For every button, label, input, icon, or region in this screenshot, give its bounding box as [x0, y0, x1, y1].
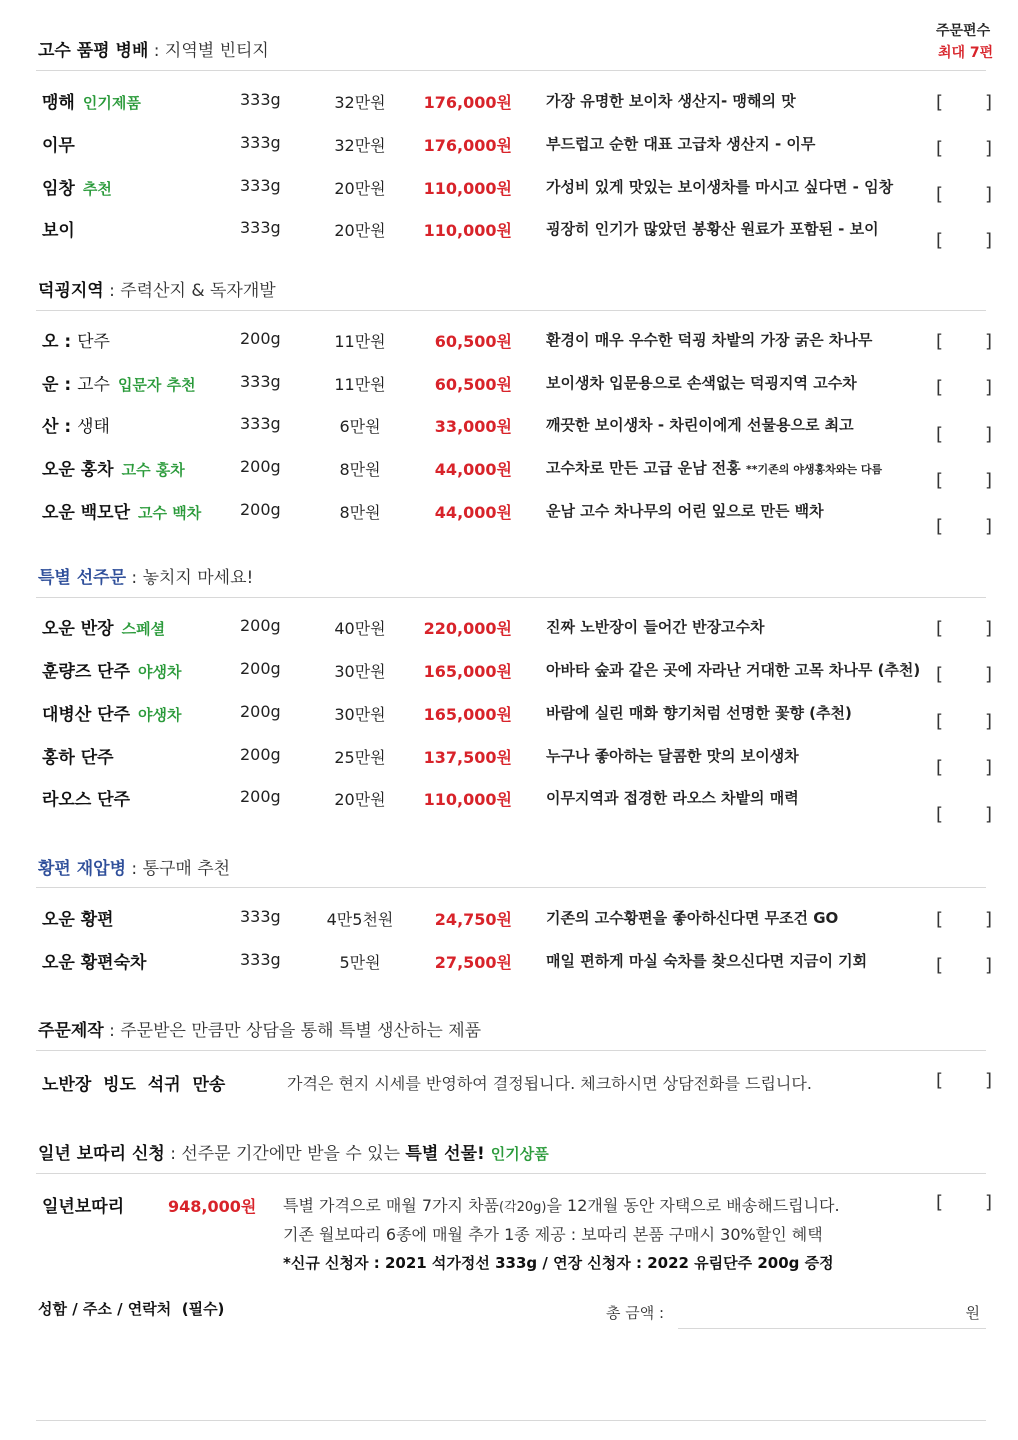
product-price: 44,000원	[434, 460, 512, 479]
product-name: 홍하 단주	[42, 748, 114, 768]
product-row	[0, 327, 1018, 357]
product-desc: 부드럽고 순한 대표 고급차 생산지 - 이무	[546, 135, 816, 153]
product-desc: 가장 유명한 보이차 생산지- 맹해의 맛	[546, 92, 796, 110]
product-price: 110,000원	[423, 790, 512, 809]
order-checkbox[interactable]: [ ]	[936, 138, 992, 159]
product-price: 60,500원	[434, 375, 512, 394]
product-price: 110,000원	[423, 221, 512, 240]
order-count-label: 주문편수	[936, 23, 991, 39]
product-name: 운 : 고수 입문자 추천	[42, 375, 196, 395]
custom-desc: 가격은 현지 시세를 반영하여 결정됩니다. 체크하시면 상담전화를 드립니다.	[287, 1074, 812, 1093]
product-name: 훈량즈 단주 야생차	[42, 662, 182, 682]
product-name: 오운 백모단 고수 백차	[42, 503, 202, 523]
product-desc: 진짜 노반장이 들어간 반장고수차	[546, 618, 765, 636]
product-original-price: 25만원	[334, 748, 386, 767]
product-weight: 200g	[240, 702, 281, 721]
product-price: 60,500원	[434, 332, 512, 351]
product-weight: 333g	[240, 176, 281, 195]
product-tag: 야생차	[138, 663, 182, 681]
product-weight: 333g	[240, 414, 281, 433]
section-title-custom: 주문제작 : 주문받은 만큼만 상담을 통해 특별 생산하는 제품	[38, 1021, 482, 1041]
product-row	[0, 131, 1018, 161]
yearly-line2: 기존 월보따리 6종에 매월 추가 1종 제공 : 보따리 본품 구매시 30%할인 혜택	[283, 1225, 823, 1244]
contact-field[interactable]	[36, 1332, 656, 1412]
product-desc: 이무지역과 접경한 라오스 차밭의 매력	[546, 789, 799, 807]
product-name: 오운 황편숙차	[42, 953, 147, 973]
product-weight: 333g	[240, 218, 281, 237]
contact-label: 성함 / 주소 / 연락처 (필수)	[38, 1300, 225, 1318]
order-checkbox[interactable]: [ ]	[936, 377, 992, 398]
product-price: 176,000원	[423, 93, 512, 112]
product-name: 보이	[42, 221, 75, 241]
product-original-price: 20만원	[334, 221, 386, 240]
product-original-price: 30만원	[334, 662, 386, 681]
section-title: 덕굉지역 : 주력산지 & 독자개발	[38, 281, 276, 301]
yearly-name: 일년보따리	[42, 1197, 125, 1217]
product-name: 오운 황편	[42, 910, 114, 930]
product-row	[0, 657, 1018, 687]
product-row	[0, 88, 1018, 118]
product-row	[0, 614, 1018, 644]
product-weight: 333g	[240, 907, 281, 926]
product-desc: 깨끗한 보이생차 - 차린이에게 선물용으로 최고	[546, 416, 854, 434]
order-checkbox[interactable]: [ ]	[936, 184, 992, 205]
product-weight: 200g	[240, 787, 281, 806]
product-price: 220,000원	[423, 619, 512, 638]
divider	[36, 887, 986, 888]
product-row	[0, 700, 1018, 730]
order-checkbox[interactable]: [ ]	[936, 909, 992, 930]
product-row	[0, 743, 1018, 773]
section-title: 고수 품평 병배 : 지역별 빈티지	[38, 41, 269, 61]
product-desc: 굉장히 인기가 많았던 봉황산 원료가 포함된 - 보이	[546, 220, 879, 238]
product-weight: 200g	[240, 659, 281, 678]
product-name: 산 : 생태	[42, 417, 110, 437]
total-amount-field[interactable]	[678, 1296, 986, 1329]
product-weight: 333g	[240, 950, 281, 969]
product-price: 44,000원	[434, 503, 512, 522]
order-checkbox[interactable]: [ ]	[936, 424, 992, 445]
product-weight: 333g	[240, 133, 281, 152]
yearly-line1: 특별 가격으로 매월 7가지 차품(각20g)을 12개월 동안 자택으로 배송해드립니다.	[283, 1196, 840, 1215]
product-desc: 운남 고수 차나무의 어린 잎으로 만든 백차	[546, 502, 824, 520]
product-row	[0, 412, 1018, 442]
product-original-price: 11만원	[334, 375, 386, 394]
product-tag: 스페셜	[121, 620, 166, 638]
order-checkbox[interactable]: [ ]	[936, 331, 992, 352]
order-checkbox[interactable]: [ ]	[936, 757, 992, 778]
product-row	[0, 498, 1018, 528]
product-price: 33,000원	[434, 417, 512, 436]
custom-items: 노반장 빙도 석귀 만송	[42, 1075, 226, 1095]
divider	[36, 1050, 986, 1051]
product-name: 이무	[42, 136, 75, 156]
product-original-price: 4만5천원	[326, 910, 394, 929]
product-price: 165,000원	[423, 662, 512, 681]
order-count-max: 최대 7편	[938, 45, 994, 61]
product-desc: 아바타 숲과 같은 곳에 자라난 거대한 고목 차나무 (추천)	[546, 661, 921, 679]
product-weight: 200g	[240, 500, 281, 519]
product-tag: 고수 백차	[138, 504, 202, 522]
product-original-price: 11만원	[334, 332, 386, 351]
product-original-price: 20만원	[334, 790, 386, 809]
product-original-price: 20만원	[334, 179, 386, 198]
product-weight: 200g	[240, 616, 281, 635]
product-row	[0, 905, 1018, 935]
product-original-price: 32만원	[334, 93, 386, 112]
yearly-line3: *신규 신청자 : 2021 석가정선 333g / 연장 신청자 : 2022 유림단주 200g 증정	[283, 1254, 834, 1272]
product-desc: 기존의 고수황편을 좋아하신다면 무조건 GO	[546, 909, 839, 927]
order-checkbox[interactable]: [ ]	[936, 516, 992, 537]
divider	[36, 597, 986, 598]
product-original-price: 30만원	[334, 705, 386, 724]
product-desc: 누구나 좋아하는 달콤한 맛의 보이생차	[546, 747, 799, 765]
section-title-yearly: 일년 보따리 신청 : 선주문 기간에만 받을 수 있는 특별 선물! 인기상품	[38, 1144, 549, 1164]
product-price: 27,500원	[434, 953, 512, 972]
product-desc: 환경이 매우 우수한 덕굉 차밭의 가장 굵은 차나무	[546, 331, 873, 349]
product-price: 24,750원	[434, 910, 512, 929]
divider	[36, 310, 986, 311]
product-name: 라오스 단주	[42, 790, 131, 810]
currency-label: 원	[965, 1304, 980, 1322]
product-row	[0, 370, 1018, 400]
product-name: 오 : 단주	[42, 332, 110, 352]
product-tag: 추천	[82, 180, 112, 198]
yearly-price: 948,000원	[168, 1197, 257, 1216]
order-checkbox[interactable]: [ ]	[936, 955, 992, 976]
order-checkbox[interactable]: [ ]	[936, 618, 992, 639]
product-name: 오운 반장 스페셜	[42, 619, 166, 639]
product-weight: 200g	[240, 329, 281, 348]
total-label: 총 금액 :	[606, 1304, 665, 1322]
product-name: 대병산 단주 야생차	[42, 705, 182, 725]
order-checkbox[interactable]: [ ]	[936, 804, 992, 825]
product-original-price: 40만원	[334, 619, 386, 638]
product-name: 오운 홍차 고수 홍차	[42, 460, 185, 480]
product-original-price: 32만원	[334, 136, 386, 155]
product-price: 110,000원	[423, 179, 512, 198]
custom-order-checkbox[interactable]: [ ]	[936, 1070, 992, 1091]
order-checkbox[interactable]: [ ]	[936, 230, 992, 251]
order-checkbox[interactable]: [ ]	[936, 711, 992, 732]
product-desc: 고수차로 만든 고급 운남 전홍 **기존의 야생홍차와는 다름	[546, 459, 883, 477]
product-tag: 고수 홍차	[121, 461, 185, 479]
product-tag: 입문자 추천	[117, 376, 196, 394]
product-row	[0, 216, 1018, 246]
divider	[36, 1173, 986, 1174]
section-title: 특별 선주문 : 놓치지 마세요!	[38, 568, 254, 588]
product-price: 176,000원	[423, 136, 512, 155]
product-desc: 매일 편하게 마실 숙차를 찾으신다면 지금이 기회	[546, 952, 868, 970]
divider	[36, 1420, 986, 1421]
divider	[36, 70, 986, 71]
product-weight: 200g	[240, 745, 281, 764]
product-desc: 가성비 있게 맛있는 보이생차를 마시고 싶다면 - 임창	[546, 178, 894, 196]
product-weight: 333g	[240, 372, 281, 391]
product-desc: 바람에 실린 매화 향기처럼 선명한 꽃향 (추천)	[546, 704, 852, 722]
product-price: 137,500원	[423, 748, 512, 767]
product-tag: 인기제품	[82, 94, 141, 112]
section-title: 황편 재압병 : 통구매 추천	[38, 859, 231, 879]
product-name: 임창 추천	[42, 179, 112, 199]
product-desc: 보이생차 입문용으로 손색없는 덕굉지역 고수차	[546, 374, 857, 392]
product-row	[0, 948, 1018, 978]
product-price: 165,000원	[423, 705, 512, 724]
product-weight: 200g	[240, 457, 281, 476]
product-row	[0, 455, 1018, 485]
product-weight: 333g	[240, 90, 281, 109]
product-row	[0, 174, 1018, 204]
product-original-price: 5만원	[339, 953, 381, 972]
order-checkbox[interactable]: [ ]	[936, 92, 992, 113]
yearly-checkbox[interactable]: [ ]	[936, 1192, 992, 1213]
product-name: 맹해 인기제품	[42, 93, 141, 113]
product-tag: 야생차	[138, 706, 182, 724]
product-original-price: 8만원	[339, 503, 381, 522]
order-checkbox[interactable]: [ ]	[936, 470, 992, 491]
product-original-price: 8만원	[339, 460, 381, 479]
product-row	[0, 785, 1018, 815]
product-original-price: 6만원	[339, 417, 381, 436]
order-checkbox[interactable]: [ ]	[936, 664, 992, 685]
